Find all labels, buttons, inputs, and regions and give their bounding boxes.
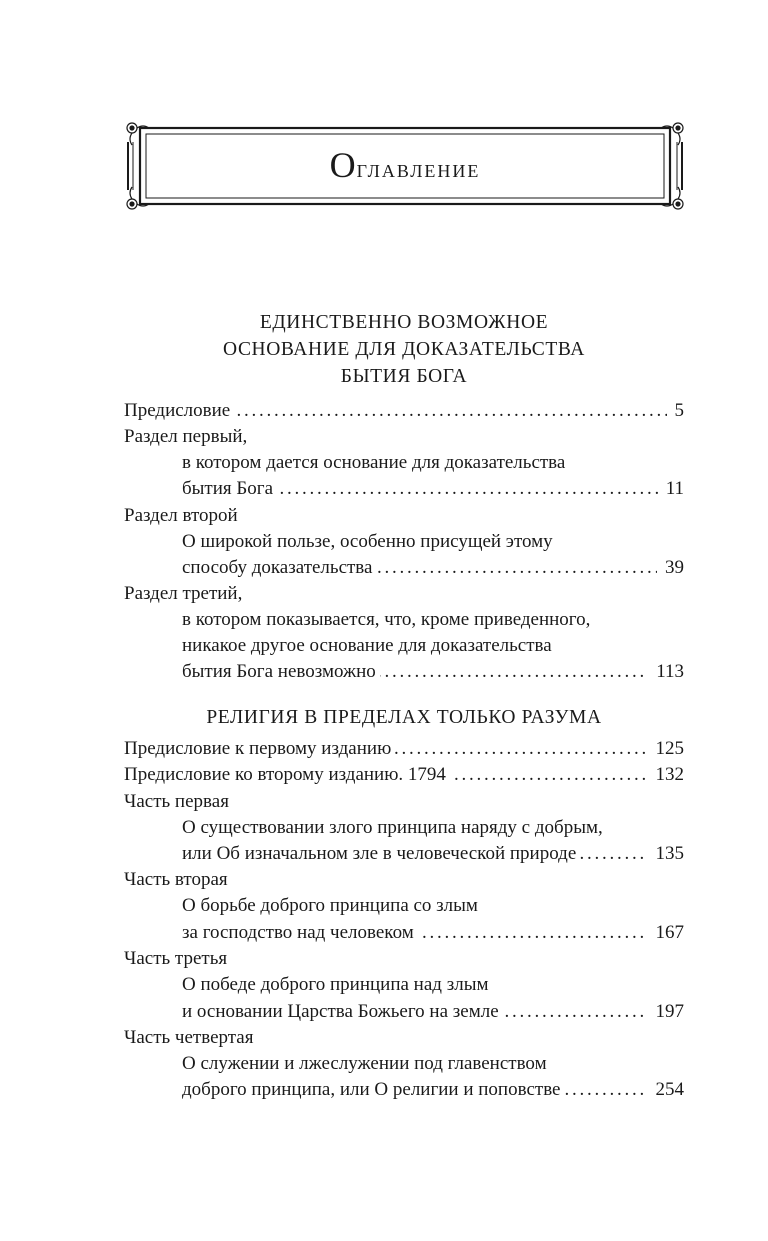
toc-entry: в котором показывается, что, кроме приведенного, xyxy=(182,609,591,630)
toc-entry[interactable]: и основании Царства Божьего на земле 197 . . . xyxy=(182,999,684,1025)
toc-entry[interactable]: Предисловие 5 . . . xyxy=(124,398,684,424)
toc-entry: Часть первая xyxy=(124,791,229,812)
toc-entry[interactable]: бытия Бога невозможно 113 . . . xyxy=(182,659,684,685)
toc-entry: О борьбе доброго принципа со злым xyxy=(182,895,478,916)
title-frame xyxy=(124,120,686,212)
toc-entry: Раздел первый, xyxy=(124,426,248,447)
toc-entry: Часть четвертая xyxy=(124,1027,254,1048)
toc-entry: в котором дается основание для доказательства xyxy=(182,452,566,473)
toc-entry: О победе доброго принципа над злым xyxy=(182,974,489,995)
toc-entry: никакое другое основание для доказательства xyxy=(182,635,552,656)
toc-entry: О служении и лжеслужении под главенством xyxy=(182,1053,547,1074)
toc-entry[interactable]: бытия Бога 11 . . . xyxy=(182,476,684,502)
toc-entry[interactable]: за господство над человеком 167 . . . xyxy=(182,920,684,946)
toc-entry[interactable]: или Об изначальном зле в человеческой природе 135 . . . xyxy=(182,841,684,867)
toc-entry: Раздел третий, xyxy=(124,583,243,604)
section2-heading: РЕЛИГИЯ В ПРЕДЕЛАХ ТОЛЬКО РАЗУМА xyxy=(206,707,602,728)
toc-entry[interactable]: Предисловие к первому изданию 125 . . . xyxy=(124,736,684,762)
toc-entry: Раздел второй xyxy=(124,505,238,526)
toc-entry[interactable]: доброго принципа, или О религии и поповстве 254 . . . xyxy=(182,1077,684,1103)
toc-entry: О широкой пользе, особенно присущей этому xyxy=(182,531,553,552)
toc-entry: Часть вторая xyxy=(124,869,228,890)
page-title: Оглавление xyxy=(329,145,481,185)
section1-heading: ЕДИНСТВЕННО ВОЗМОЖНОЕ ОСНОВАНИЕ ДЛЯ ДОКАЗАТЕЛЬСТВА БЫТИЯ БОГА xyxy=(223,312,585,387)
toc-entry[interactable]: способу доказательства 39 . . . xyxy=(182,555,684,581)
toc-entry: Часть третья xyxy=(124,948,228,969)
toc-entry[interactable]: Предисловие ко второму изданию. 1794 132 . . . xyxy=(124,762,684,788)
toc-entry: О существовании злого принципа наряду с добрым, xyxy=(182,817,603,838)
